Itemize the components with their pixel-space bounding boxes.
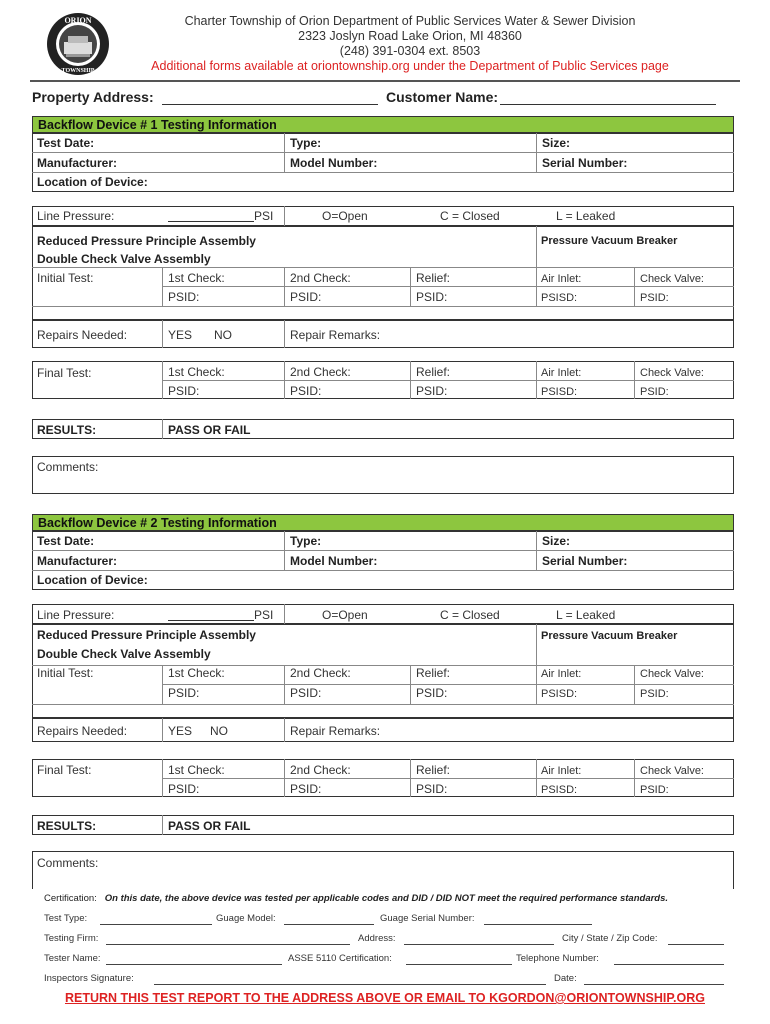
repairs-no-option[interactable]: NO xyxy=(210,724,228,738)
psi-unit: PSI xyxy=(254,608,274,622)
gauge-serial-label: Guage Serial Number: xyxy=(380,913,475,924)
manufacturer-label[interactable]: Manufacturer: xyxy=(37,554,118,568)
header-text xyxy=(150,14,670,74)
header-line-3: (248) 391-0304 ext. 8503 xyxy=(339,44,481,58)
pvb-label: Pressure Vacuum Breaker xyxy=(541,630,678,642)
size-label[interactable]: Size: xyxy=(542,534,571,548)
device-2-line-pressure-row xyxy=(32,604,734,624)
line-pressure-field[interactable] xyxy=(168,620,254,621)
tester-name-label: Tester Name: xyxy=(44,953,101,964)
final-air-psisd[interactable]: PSISD: xyxy=(541,784,578,796)
final-check-psid[interactable]: PSID: xyxy=(640,784,669,796)
initial-1st-check[interactable]: 1st Check: xyxy=(168,666,225,680)
legend-leaked: L = Leaked xyxy=(556,209,616,223)
location-label[interactable]: Location of Device: xyxy=(37,175,148,189)
customer-name-label: Customer Name: xyxy=(386,89,499,105)
final-relief[interactable]: Relief: xyxy=(416,365,451,379)
repairs-yes-option[interactable]: YES xyxy=(168,724,193,738)
tester-name-field[interactable] xyxy=(106,964,282,965)
device-1-comments-box[interactable] xyxy=(32,456,734,494)
rp-assembly-label: Reduced Pressure Principle Assembly xyxy=(37,628,256,642)
final-test-label: Final Test: xyxy=(37,366,92,380)
date-field[interactable] xyxy=(584,984,724,985)
header-divider xyxy=(30,80,740,82)
gauge-serial-field[interactable] xyxy=(484,924,592,925)
final-relief-psid[interactable]: PSID: xyxy=(416,384,448,398)
footer-row-testing-firm xyxy=(44,933,734,947)
initial-check-psid[interactable]: PSID: xyxy=(640,688,669,700)
telephone-field[interactable] xyxy=(614,964,724,965)
test-date-label[interactable]: Test Date: xyxy=(37,534,95,548)
final-2nd-psid[interactable]: PSID: xyxy=(290,782,322,796)
final-1st-psid[interactable]: PSID: xyxy=(168,782,200,796)
date-label: Date: xyxy=(554,973,577,984)
final-relief-psid[interactable]: PSID: xyxy=(416,782,448,796)
document-header xyxy=(0,0,770,82)
final-2nd-psid[interactable]: PSID: xyxy=(290,384,322,398)
final-air-inlet[interactable]: Air Inlet: xyxy=(541,367,582,379)
line-pressure-label: Line Pressure: xyxy=(37,209,115,223)
initial-relief[interactable]: Relief: xyxy=(416,666,451,680)
final-check-psid[interactable]: PSID: xyxy=(640,386,669,398)
repairs-no-option[interactable]: NO xyxy=(214,328,232,342)
initial-2nd-check[interactable]: 2nd Check: xyxy=(290,666,351,680)
header-line-1: Charter Township of Orion Department of Public Services Water & Sewer Division xyxy=(184,14,636,28)
dc-assembly-label: Double Check Valve Assembly xyxy=(37,252,211,266)
certification-statement xyxy=(44,893,734,904)
svg-text:ORION: ORION xyxy=(64,16,92,25)
address-label: Address: xyxy=(358,933,396,944)
final-relief[interactable]: Relief: xyxy=(416,763,451,777)
initial-1st-check[interactable]: 1st Check: xyxy=(168,271,225,285)
device-2-results-row xyxy=(32,815,734,835)
return-notice[interactable]: RETURN THIS TEST REPORT TO THE ADDRESS ABOVE OR EMAIL TO KGORDON@ORIONTOWNSHIP.ORG xyxy=(64,991,705,1005)
device-2-comments-box[interactable] xyxy=(32,851,734,889)
rp-assembly-label: Reduced Pressure Principle Assembly xyxy=(37,234,256,248)
testing-firm-field[interactable] xyxy=(106,944,350,945)
initial-check-valve[interactable]: Check Valve: xyxy=(640,273,704,285)
device-1-repairs-row xyxy=(32,320,734,348)
final-2nd-check[interactable]: 2nd Check: xyxy=(290,763,351,777)
initial-air-inlet[interactable]: Air Inlet: xyxy=(541,273,582,285)
final-air-inlet[interactable]: Air Inlet: xyxy=(541,765,582,777)
line-pressure-label: Line Pressure: xyxy=(37,608,115,622)
final-check-valve[interactable]: Check Valve: xyxy=(640,765,704,777)
dc-assembly-label: Double Check Valve Assembly xyxy=(37,647,211,661)
telephone-label: Telephone Number: xyxy=(516,953,599,964)
customer-name-field[interactable] xyxy=(500,104,716,105)
model-number-label[interactable]: Model Number: xyxy=(290,554,378,568)
testing-firm-label: Testing Firm: xyxy=(44,933,99,944)
initial-relief-psid[interactable]: PSID: xyxy=(416,290,448,304)
final-test-label: Final Test: xyxy=(37,763,92,777)
initial-test-label: Initial Test: xyxy=(37,666,94,680)
type-label[interactable]: Type: xyxy=(290,136,322,150)
gauge-model-label: Guage Model: xyxy=(216,913,276,924)
property-address-label: Property Address: xyxy=(32,89,154,105)
results-label: RESULTS: xyxy=(37,819,97,833)
final-1st-check[interactable]: 1st Check: xyxy=(168,763,225,777)
asse-cert-field[interactable] xyxy=(406,964,512,965)
final-2nd-check[interactable]: 2nd Check: xyxy=(290,365,351,379)
initial-2nd-psid[interactable]: PSID: xyxy=(290,686,322,700)
inspector-signature-label: Inspectors Signature: xyxy=(44,973,134,984)
line-pressure-field[interactable] xyxy=(168,221,254,222)
repairs-yes-option[interactable]: YES xyxy=(168,328,193,342)
comments-label: Comments: xyxy=(37,856,99,870)
device-1-results-row xyxy=(32,419,734,439)
initial-relief[interactable]: Relief: xyxy=(416,271,451,285)
test-type-field[interactable] xyxy=(100,924,212,925)
manufacturer-label[interactable]: Manufacturer: xyxy=(37,156,118,170)
initial-1st-psid[interactable]: PSID: xyxy=(168,686,200,700)
initial-2nd-check[interactable]: 2nd Check: xyxy=(290,271,351,285)
initial-air-psisd[interactable]: PSISD: xyxy=(541,688,578,700)
serial-number-label[interactable]: Serial Number: xyxy=(542,554,628,568)
device-1-title: Backflow Device # 1 Testing Information xyxy=(32,116,734,133)
repair-remarks-label[interactable]: Repair Remarks: xyxy=(290,724,381,738)
device-2-title: Backflow Device # 2 Testing Information xyxy=(32,514,734,531)
comments-label: Comments: xyxy=(37,460,99,474)
property-customer-row xyxy=(32,89,732,107)
initial-air-inlet[interactable]: Air Inlet: xyxy=(541,668,582,680)
type-label[interactable]: Type: xyxy=(290,534,322,548)
gauge-model-field[interactable] xyxy=(284,924,374,925)
city-state-zip-field[interactable] xyxy=(668,944,724,945)
header-line-2: 2323 Joslyn Road Lake Orion, MI 48360 xyxy=(298,29,522,43)
serial-number-label[interactable]: Serial Number: xyxy=(542,156,628,170)
inspector-signature-field[interactable] xyxy=(154,984,546,985)
township-seal-logo xyxy=(46,12,110,76)
legend-open: O=Open xyxy=(322,209,368,223)
header-forms-link[interactable]: Additional forms available at oriontownship.org under the Department of Public Services page xyxy=(151,59,669,73)
asse-cert-label: ASSE 5110 Certification: xyxy=(288,953,392,964)
repairs-needed-label: Repairs Needed: xyxy=(37,328,128,342)
initial-check-valve[interactable]: Check Valve: xyxy=(640,668,704,680)
footer-row-test-type xyxy=(44,913,734,927)
initial-relief-psid[interactable]: PSID: xyxy=(416,686,448,700)
property-address-field[interactable] xyxy=(162,104,378,105)
test-type-label: Test Type: xyxy=(44,913,88,924)
final-1st-psid[interactable]: PSID: xyxy=(168,384,200,398)
repairs-needed-label: Repairs Needed: xyxy=(37,724,128,738)
pass-fail-option[interactable]: PASS OR FAIL xyxy=(168,423,251,437)
model-number-label[interactable]: Model Number: xyxy=(290,156,378,170)
address-field[interactable] xyxy=(404,944,554,945)
city-state-zip-label: City / State / Zip Code: xyxy=(562,933,658,944)
psi-unit: PSI xyxy=(254,209,274,223)
results-label: RESULTS: xyxy=(37,423,97,437)
legend-closed: C = Closed xyxy=(440,608,500,622)
initial-test-label: Initial Test: xyxy=(37,271,94,285)
legend-open: O=Open xyxy=(322,608,368,622)
device-1-line-pressure-row xyxy=(32,206,734,226)
location-label[interactable]: Location of Device: xyxy=(37,573,148,587)
svg-text:TOWNSHIP: TOWNSHIP xyxy=(61,68,95,74)
legend-closed: C = Closed xyxy=(440,209,500,223)
final-air-psisd[interactable]: PSISD: xyxy=(541,386,578,398)
pvb-label: Pressure Vacuum Breaker xyxy=(541,235,678,247)
initial-1st-psid[interactable]: PSID: xyxy=(168,290,200,304)
initial-2nd-psid[interactable]: PSID: xyxy=(290,290,322,304)
final-1st-check[interactable]: 1st Check: xyxy=(168,365,225,379)
size-label[interactable]: Size: xyxy=(542,136,571,150)
device-2-repairs-row xyxy=(32,718,734,742)
certification-label: Certification: xyxy=(44,893,97,904)
test-date-label[interactable]: Test Date: xyxy=(37,136,95,150)
legend-leaked: L = Leaked xyxy=(556,608,616,622)
certification-text: On this date, the above device was tested per applicable codes and DID / DID NOT meet the required performance standards. xyxy=(104,893,669,904)
final-check-valve[interactable]: Check Valve: xyxy=(640,367,704,379)
footer-row-signature xyxy=(44,973,734,987)
footer-row-tester-name xyxy=(44,953,734,967)
repair-remarks-label[interactable]: Repair Remarks: xyxy=(290,328,381,342)
initial-check-psid[interactable]: PSID: xyxy=(640,292,669,304)
initial-air-psisd[interactable]: PSISD: xyxy=(541,292,578,304)
pass-fail-option[interactable]: PASS OR FAIL xyxy=(168,819,251,833)
